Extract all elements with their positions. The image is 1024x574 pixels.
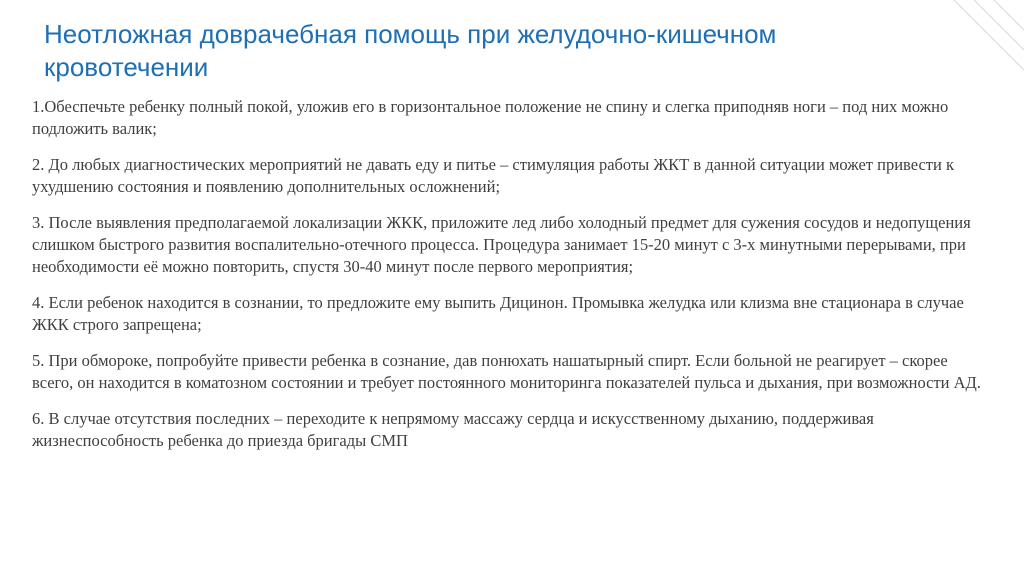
corner-line-1 [954,0,1024,70]
slide-title: Неотложная доврачебная помощь при желудочно-кишечном кровотечении [44,19,777,82]
corner-line-2 [974,0,1024,50]
corner-line-3 [994,0,1024,30]
content-list [32,96,992,466]
list-item: 3. После выявления предполагаемой локализации ЖКК, приложите лед либо холодный предмет для сужения сосудов и недопущения слишком быстрого развития воспалительно-отечного процесса. Процедура занимает 15-20 минут с 3-х минутными перерывами, при необходимости её можно повторить, спустя 30-40 минут после первого мероприятия; [32,213,971,276]
list-item: 4. Если ребенок находится в сознании, то предложите ему выпить Дицинон. Промывка желудка или клизма вне стационара в случае ЖКК строго запрещена; [32,293,964,334]
corner-decoration [954,0,1024,70]
list-item: 6. В случае отсутствия последних – переходите к непрямому массажу сердца и искусственному дыханию, поддерживая жизнеспособность ребенка до приезда бригады СМП [32,409,874,450]
list-item: 1.Обеспечьте ребенку полный покой, уложив его в горизонтальное положение не спину и слегка приподняв ноги – под них можно подложить валик; [32,97,949,138]
list-item: 2. До любых диагностических мероприятий не давать еду и питье – стимуляция работы ЖКТ в данной ситуации может привести к ухудшению состояния и появлению дополнительных осложнений; [32,155,954,196]
list-item: 5. При обмороке, попробуйте привести ребенка в сознание, дав понюхать нашатырный спирт. Если больной не реагирует – скорее всего, он находится в коматозном состоянии и требует постоянного мониторинга показателей пульса и дыхания, при возможности АД. [32,351,981,392]
